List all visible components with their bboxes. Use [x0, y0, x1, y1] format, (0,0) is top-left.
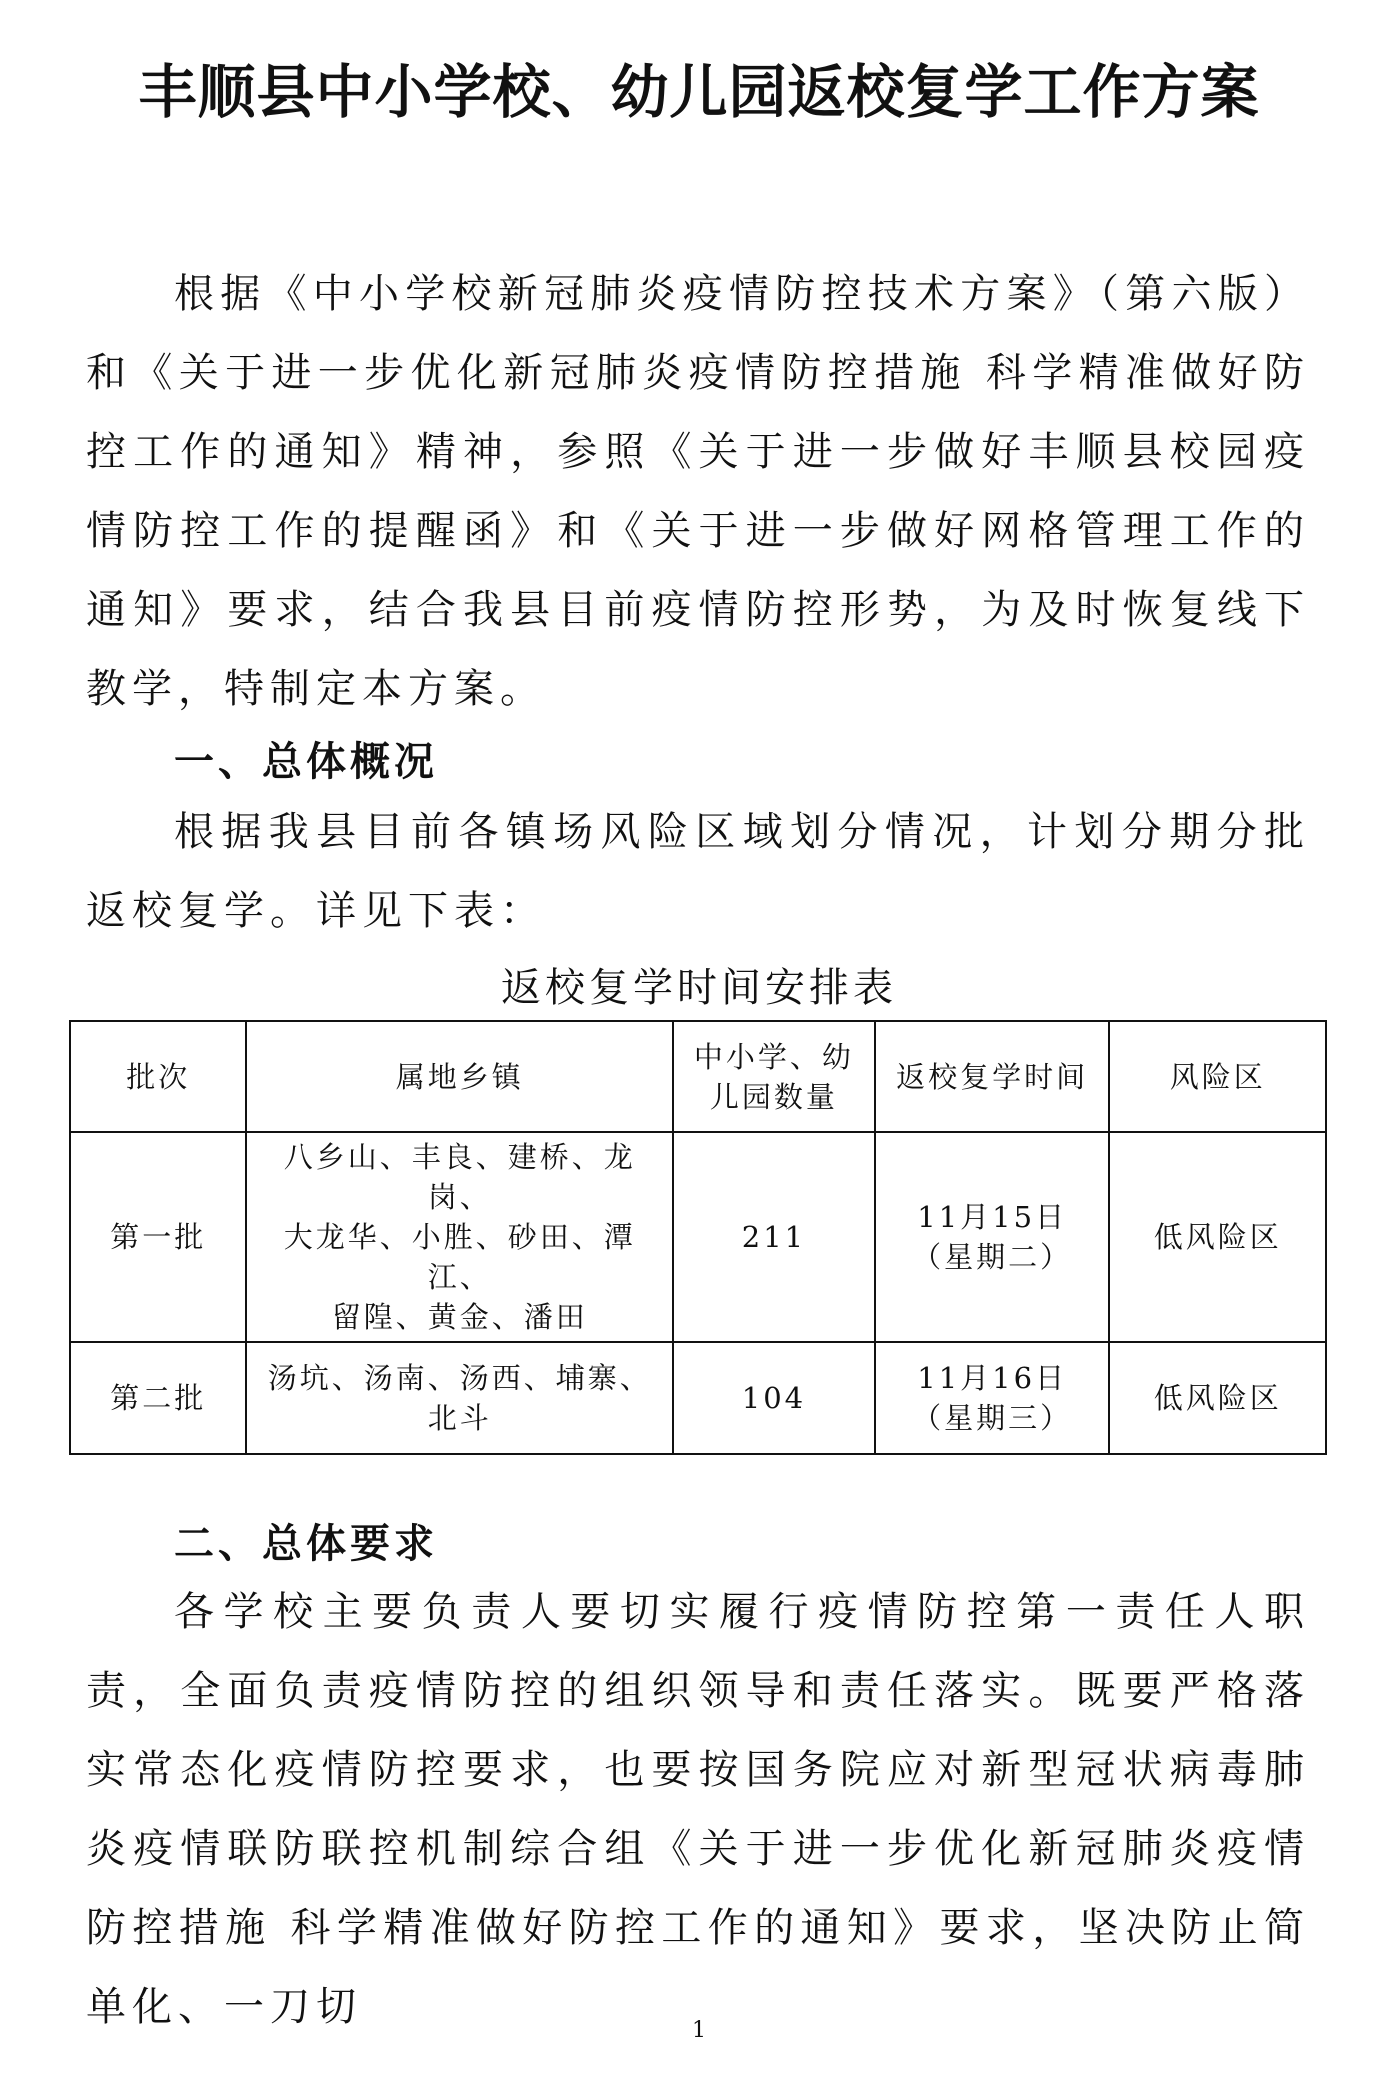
header-batch: 批次 [70, 1021, 246, 1132]
schedule-table [69, 1020, 1327, 1455]
cell-batch: 第二批 [70, 1342, 246, 1454]
cell-date-line-2: （星期二） [912, 1240, 1073, 1274]
cell-date [875, 1342, 1110, 1454]
cell-date [875, 1132, 1110, 1342]
cell-towns [246, 1132, 673, 1342]
section-2-heading: 二、总体要求 [174, 1521, 438, 1567]
page-number: 1 [692, 2018, 706, 2043]
cell-count: 211 [673, 1132, 875, 1342]
cell-date-line-2: （星期三） [912, 1401, 1073, 1435]
table-caption: 返校复学时间安排表 [501, 965, 897, 1011]
cell-date-line-1: 11月15日 [917, 1200, 1068, 1234]
header-count-line-2: 儿园数量 [709, 1079, 838, 1114]
cell-towns-line-1: 汤坑、汤南、汤西、埔寨、 [267, 1361, 652, 1395]
cell-towns-line-3: 留隍、黄金、潘田 [331, 1300, 588, 1334]
section-1-paragraph: 根据我县目前各镇场风险区域划分情况，计划分期分批返校复学。详见下表： [86, 809, 1310, 934]
cell-risk: 低风险区 [1109, 1132, 1326, 1342]
header-towns: 属地乡镇 [246, 1021, 673, 1132]
cell-batch: 第一批 [70, 1132, 246, 1342]
cell-towns-line-1: 八乡山、丰良、建桥、龙岗、 [283, 1140, 636, 1214]
cell-towns [246, 1342, 673, 1454]
table-row [70, 1342, 1326, 1454]
cell-towns-line-2: 北斗 [427, 1401, 492, 1435]
table-row [70, 1132, 1326, 1342]
section-1-heading: 一、总体概况 [174, 739, 438, 785]
cell-count: 104 [673, 1342, 875, 1454]
cell-towns-line-2: 大龙华、小胜、砂田、潭江、 [283, 1220, 636, 1294]
header-count [673, 1021, 875, 1132]
header-count-line-1: 中小学、幼 [693, 1039, 854, 1074]
intro-paragraph: 根据《中小学校新冠肺炎疫情防控技术方案》（第六版）和《关于进一步优化新冠肺炎疫情防控措施 科学精准做好防控工作的通知》精神，参照《关于进一步做好丰顺县校园疫情防控工作的提醒函》和《关于进一步做好网格管理工作的通知》要求，结合我县目前疫情防控形势，为及时恢复线下教学，特制定本方案。 [86, 271, 1310, 712]
cell-risk: 低风险区 [1109, 1342, 1326, 1454]
cell-date-line-1: 11月16日 [917, 1361, 1068, 1395]
header-date: 返校复学时间 [875, 1021, 1110, 1132]
section-2-paragraph: 各学校主要负责人要切实履行疫情防控第一责任人职责，全面负责疫情防控的组织领导和责任落实。既要严格落实常态化疫情防控要求，也要按国务院应对新型冠状病毒肺炎疫情联防联控机制综合组《关于进一步优化新冠肺炎疫情防控措施 科学精准做好防控工作的通知》要求，坚决防止简单化、一刀切 [86, 1589, 1310, 2030]
header-risk: 风险区 [1109, 1021, 1326, 1132]
table-header-row [70, 1021, 1326, 1132]
document-title: 丰顺县中小学校、幼儿园返校复学工作方案 [138, 58, 1260, 126]
